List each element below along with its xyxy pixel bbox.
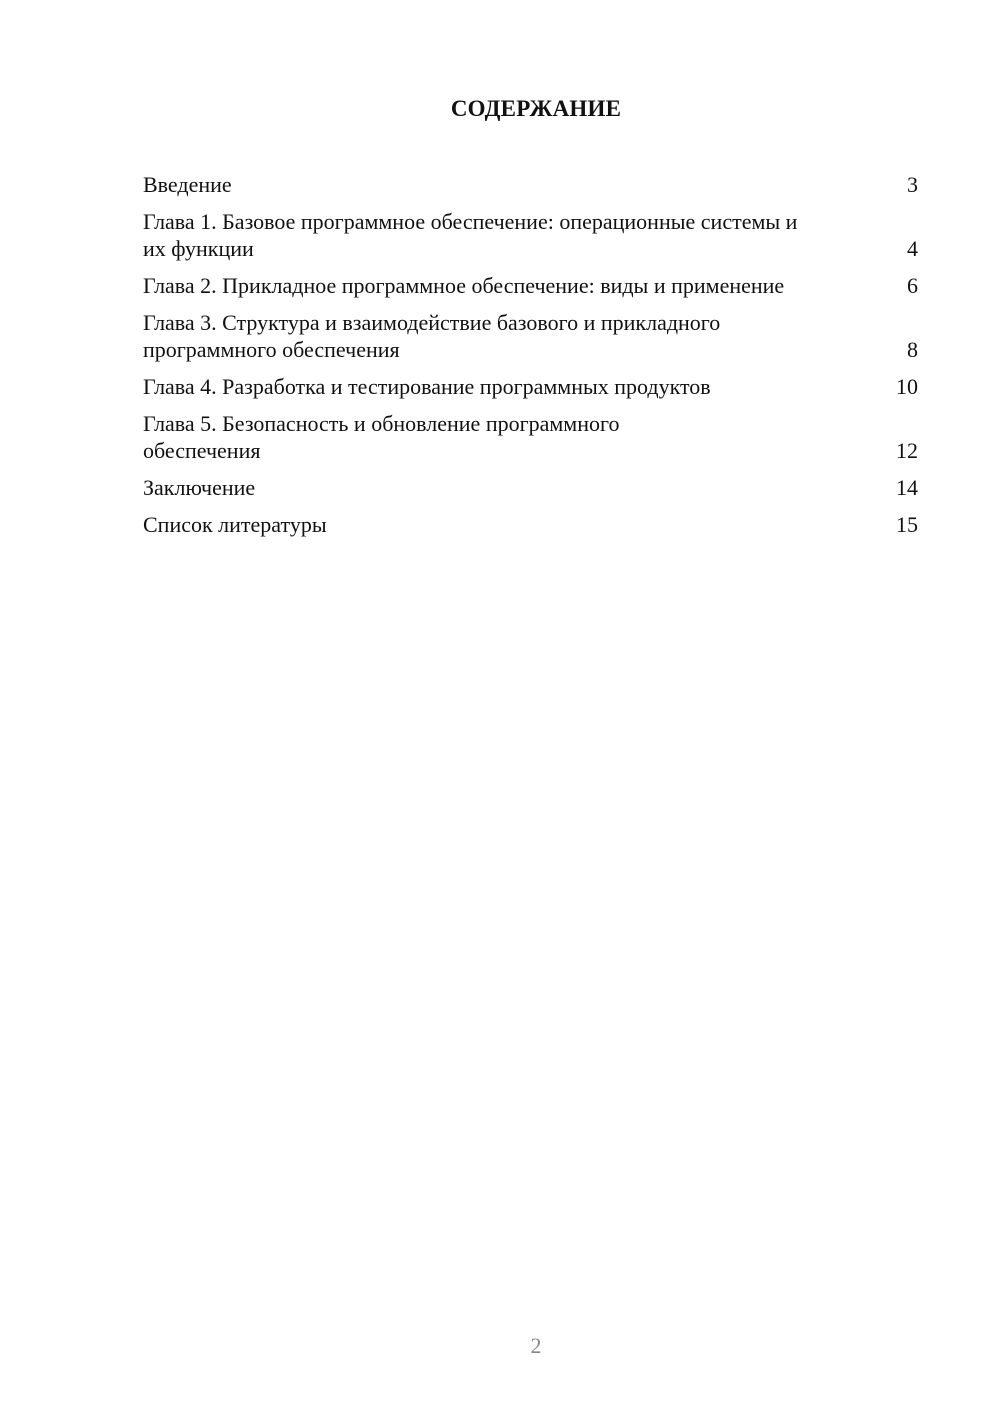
toc-entry-page: 3 — [907, 172, 918, 197]
toc-entry-page: 6 — [907, 273, 918, 298]
table-of-contents — [143, 171, 918, 548]
toc-entry-text: Глава 3. Структура и взаимодействие базового и прикладного программного обеспечения — [143, 310, 721, 362]
toc-entry-introduction — [143, 171, 918, 198]
toc-entry-chapter-4 — [143, 373, 918, 400]
page-title: СОДЕРЖАНИЕ — [450, 96, 622, 121]
toc-entry-page: 8 — [907, 337, 918, 362]
toc-entry-page: 15 — [896, 512, 918, 537]
toc-entry-conclusion — [143, 474, 918, 501]
toc-entry-text: Глава 4. Разработка и тестирование программных продуктов — [143, 374, 711, 399]
toc-entry-chapter-5 — [143, 410, 918, 464]
toc-entry-text: Глава 2. Прикладное программное обеспечение: виды и применение — [143, 273, 785, 298]
toc-entry-page: 4 — [907, 236, 918, 261]
toc-entry-chapter-3 — [143, 309, 918, 363]
page-number: 2 — [530, 1333, 542, 1358]
toc-entry-text: Список литературы — [143, 512, 327, 537]
toc-entry-page: 10 — [896, 374, 918, 399]
toc-entry-references — [143, 511, 918, 538]
toc-entry-page: 12 — [896, 438, 918, 463]
toc-entry-text: Введение — [143, 172, 232, 197]
toc-entry-text: Заключение — [143, 475, 256, 500]
toc-entry-page: 14 — [896, 475, 918, 500]
toc-entry-chapter-2 — [143, 272, 918, 299]
toc-entry-text: Глава 5. Безопасность и обновление программного обеспечения — [143, 411, 620, 463]
toc-entry-text: Глава 1. Базовое программное обеспечение: операционные системы и их функции — [143, 209, 798, 261]
toc-entry-chapter-1 — [143, 208, 918, 262]
